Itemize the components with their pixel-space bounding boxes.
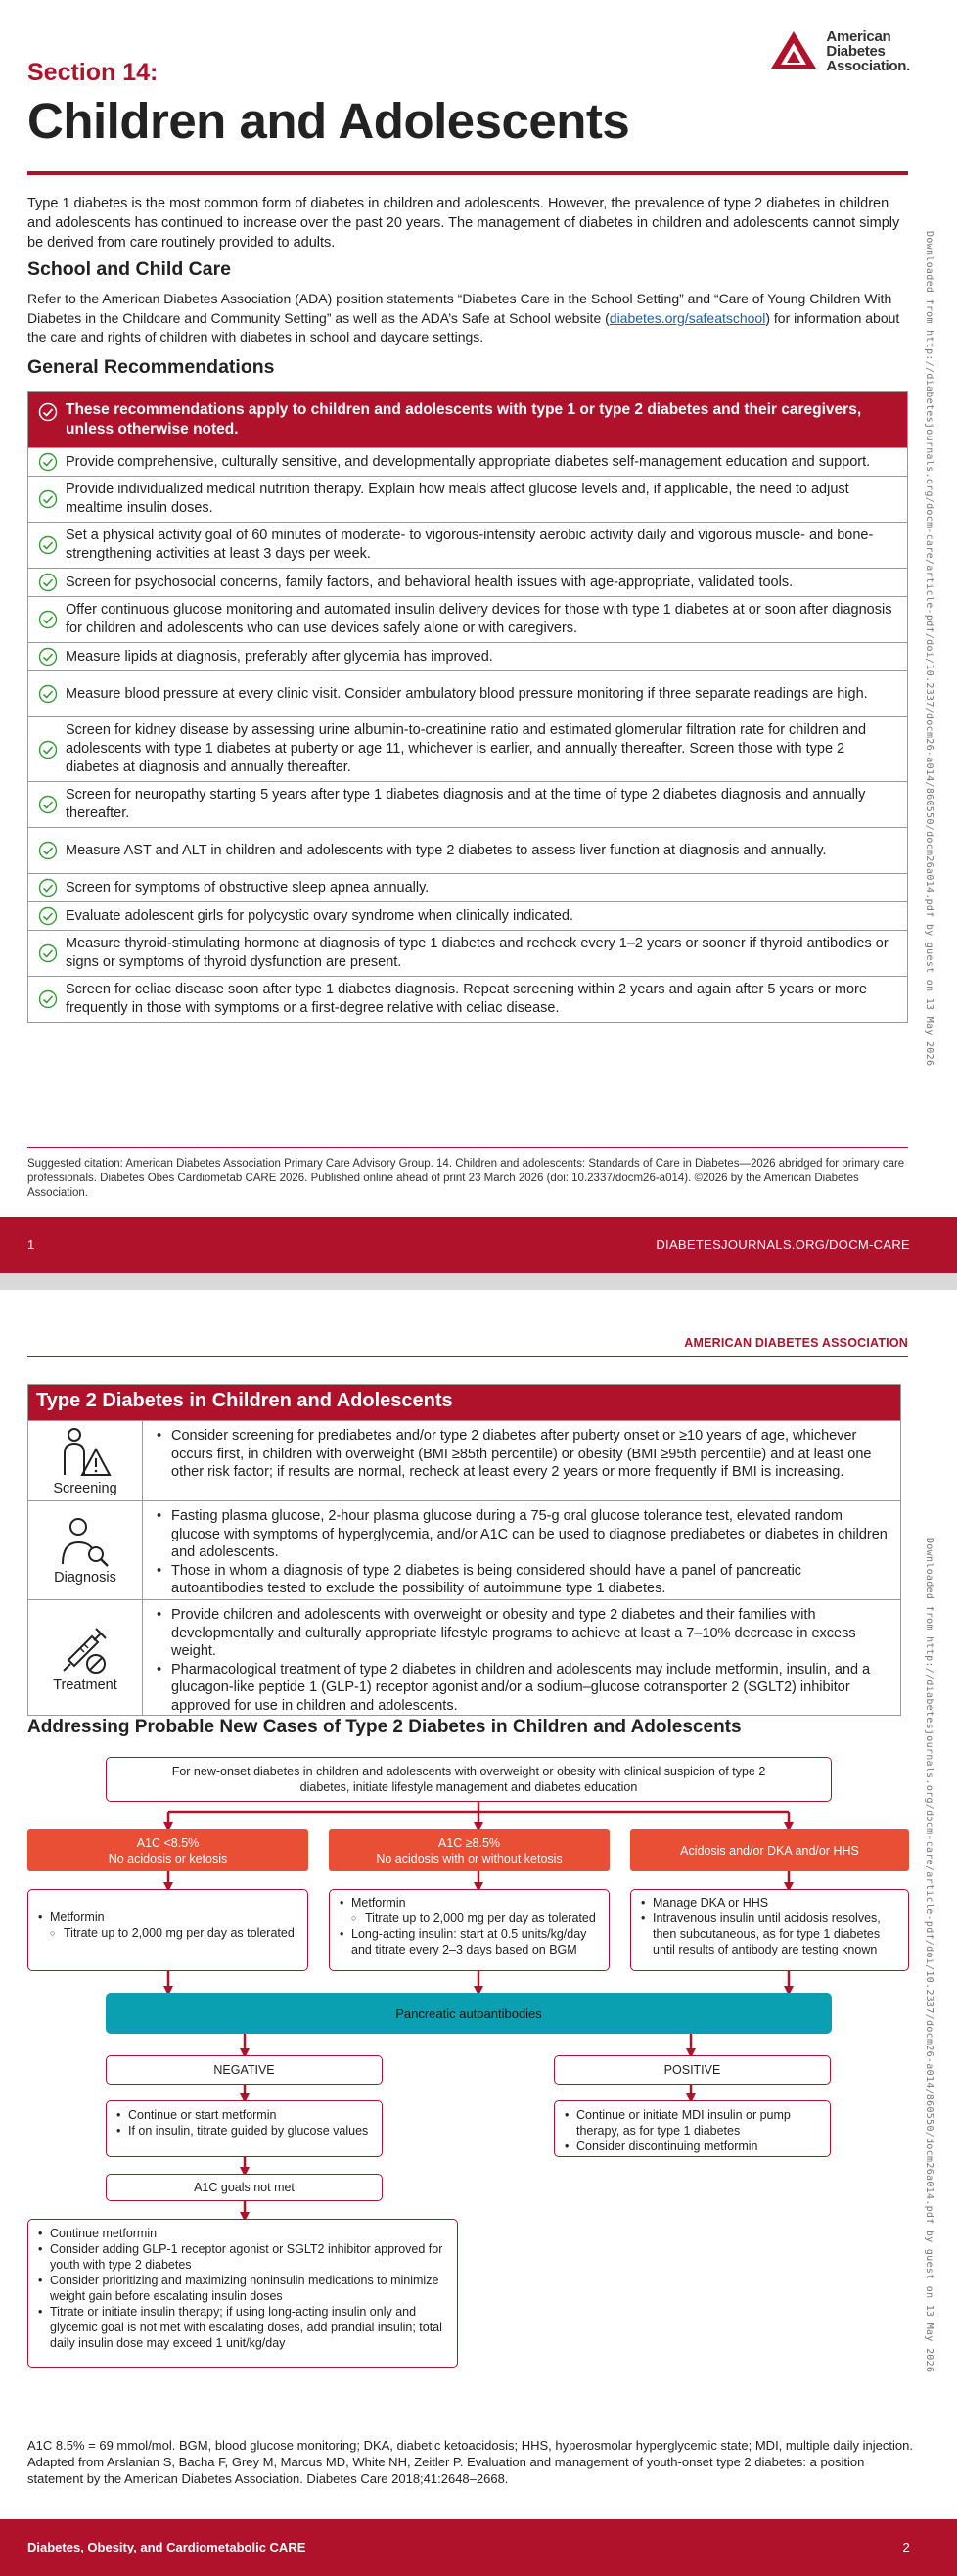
check-circle-icon [38, 489, 58, 509]
recommendations-table [27, 391, 908, 1023]
recommendations-banner [28, 392, 907, 447]
running-header: AMERICAN DIABETES ASSOCIATION [684, 1336, 908, 1350]
school-text-after: ) for information about the care and rights of children with diabetes in school and daycare settings. [27, 309, 900, 345]
check-circle-icon [38, 841, 58, 860]
positive-treatment-box [554, 2100, 831, 2157]
page-number: 1 [27, 1237, 35, 1252]
screening-item: • Consider screening for prediabetes and/or type 2 diabetes after puberty onset or ≥10 years of age, whichever occurs first, in children with overweight (BMI ≥85th percentile) or obesity (BMI ≥95th percentile) and at least one other risk factor; if results are normal, recheck at least every 2 years or more frequently if BMI is increasing. [153, 1427, 890, 1482]
person-warning-icon [59, 1426, 112, 1479]
branch1-item: • Metformin [38, 1909, 299, 1925]
branch-a1c-low [27, 1829, 308, 1871]
recommendation-item [28, 873, 907, 901]
ada-triangle-logo-icon [769, 29, 818, 70]
recommendation-item [28, 642, 907, 670]
recommendation-text: Screen for neuropathy starting 5 years after type 1 diabetes diagnosis and at the time of type 2 diabetes diagnosis and annually thereafter. [66, 787, 866, 821]
diagnosis-row [28, 1500, 900, 1599]
positive-item: • Continue or initiate MDI insulin or pump therapy, as for type 1 diabetes [565, 2107, 822, 2139]
recommendations-heading: General Recommendations [27, 356, 275, 378]
treatment-item: • Provide children and adolescents with overweight or obesity and type 2 diabetes and their families with developmentally and culturally appropriate lifestyle programs to achieve at least a 7–10% decrease in excess weight. [153, 1606, 890, 1661]
download-watermark: Downloaded from http://diabetesjournals.org/docm-care/article-pdf/doi/10.2337/docm26-a014/860550/docm26a014.pdf by guest on 13 May 2026 [924, 231, 934, 1067]
screening-label: Screening [53, 1480, 117, 1496]
recommendation-item [28, 827, 907, 873]
header-divider [27, 1356, 908, 1357]
logo-line: Diabetes [826, 43, 886, 60]
recommendation-text: Screen for symptoms of obstructive sleep apnea annually. [66, 879, 430, 896]
recommendation-text: Screen for psychosocial concerns, family factors, and behavioral health issues with age-appropriate, validated tools. [66, 574, 794, 590]
check-circle-icon [38, 943, 58, 963]
recommendation-text: Provide comprehensive, culturally sensitive, and developmentally appropriate diabetes self-management education and support. [66, 453, 871, 470]
page-footer [0, 1217, 957, 1273]
not-met-item: • Titrate or initiate insulin therapy; if using long-acting insulin only and glycemic goal is not met with escalating doses, add prandial insulin; total daily insulin dose may exceed 1 unit/kg/day [38, 2304, 449, 2351]
branch2-treatment-box [329, 1889, 610, 1971]
negative-box: NEGATIVE [106, 2055, 383, 2085]
positive-box: POSITIVE [554, 2055, 831, 2085]
negative-item: • If on insulin, titrate guided by glucose values [116, 2123, 374, 2139]
branch-line: A1C <8.5% [136, 1835, 200, 1850]
diagnosis-item: • Those in whom a diagnosis of type 2 diabetes is being considered should have a panel of pancreatic autoantibodies tested to exclude the possibility of autoimmune type 1 diabetes. [153, 1562, 890, 1598]
positive-item: • Consider discontinuing metformin [565, 2139, 822, 2154]
ada-logo [769, 29, 910, 73]
recommendation-item [28, 568, 907, 596]
recommendation-text: Measure blood pressure at every clinic visit. Consider ambulatory blood pressure monitoring if three separate readings are high. [66, 685, 868, 702]
check-circle-icon [38, 795, 58, 814]
branch-a1c-high [329, 1829, 610, 1871]
footer-url[interactable]: DIABETESJOURNALS.ORG/DOCM-CARE [656, 1237, 910, 1252]
recommendation-item [28, 447, 907, 476]
page-title: Children and Adolescents [27, 93, 630, 149]
flowchart-title: Addressing Probable New Cases of Type 2 Diabetes in Children and Adolescents [27, 1717, 742, 1737]
pancreatic-autoantibodies-box: Pancreatic autoantibodies [106, 1993, 832, 2034]
treatment-label: Treatment [53, 1677, 117, 1693]
recommendation-item [28, 670, 907, 716]
negative-treatment-box [106, 2100, 383, 2157]
diagnosis-label: Diagnosis [54, 1570, 116, 1586]
school-text-before: Refer to the American Diabetes Association (ADA) position statements “Diabetes Care in the School Setting” and “Care of Young Children With Diabetes in the Childcare and Community Setting” as well as the ADA’s Safe at School website ( [27, 291, 892, 326]
not-met-item: • Continue metformin [38, 2226, 449, 2241]
recommendation-text: Offer continuous glucose monitoring and automated insulin delivery devices for those with type 1 diabetes at or soon after diagnosis for children and adolescents who can use devices safely alone or with caregivers. [66, 602, 892, 636]
logo-line: Association. [826, 58, 910, 74]
check-circle-icon [38, 906, 58, 926]
treatment-row [28, 1599, 900, 1715]
recommendation-text: Measure lipids at diagnosis, preferably after glycemia has improved. [66, 648, 493, 665]
check-circle-icon [38, 647, 58, 667]
banner-text: These recommendations apply to children and adolescents with type 1 or type 2 diabetes and their caregivers, unless otherwise noted. [66, 401, 862, 437]
recommendation-text: Set a physical activity goal of 60 minutes of moderate- to vigorous-intensity aerobic activity daily and vigorous muscle- and bone-strengthening activities at least 3 days per week. [66, 528, 874, 562]
citation-divider [27, 1147, 908, 1148]
branch-line: No acidosis or ketosis [108, 1851, 228, 1865]
type2-summary-table [27, 1384, 901, 1716]
recommendation-item [28, 716, 907, 781]
school-paragraph [27, 290, 913, 347]
check-circle-icon [38, 740, 58, 759]
recommendation-text: Provide individualized medical nutrition therapy. Explain how meals affect glucose levels and, if applicable, the need to adjust mealtime insulin doses. [66, 482, 849, 516]
branch1-treatment-box [27, 1889, 308, 1971]
check-circle-icon [38, 452, 58, 472]
syringe-pill-icon [59, 1623, 112, 1676]
recommendation-text: Measure thyroid-stimulating hormone at diagnosis of type 1 diabetes and recheck every 1–2 years or sooner if thyroid antibodies or signs or symptoms of thyroid dysfunction are present. [66, 936, 889, 970]
branch2-subitem: ○ Titrate up to 2,000 mg per day as tolerated [340, 1910, 601, 1926]
check-circle-icon [38, 535, 58, 555]
not-met-treatment-box [27, 2219, 458, 2368]
abbreviations-note: A1C 8.5% = 69 mmol/mol. BGM, blood glucose monitoring; DKA, diabetic ketoacidosis; HHS, hyperosmolar hyperglycemic state; MDI, multiple daily injection. Adapted from Arslanian S, Bacha F, Grey M, Marcus MD, White NH, Zeitler P. Evaluation and management of youth-onset type 2 diabetes: a position statement by the American Diabetes Association. Diabetes Care 2018;41:2648–2668. [27, 2438, 913, 2486]
check-circle-icon [38, 610, 58, 629]
page-footer [0, 2519, 957, 2576]
branch3-item: • Manage DKA or HHS [641, 1895, 900, 1910]
school-heading: School and Child Care [27, 258, 232, 280]
journal-name: Diabetes, Obesity, and Cardiometabolic CARE [27, 2540, 306, 2554]
logo-line: American [826, 28, 891, 45]
page-1 [0, 0, 957, 1273]
branch-line: No acidosis with or without ketosis [376, 1851, 563, 1865]
check-circle-icon [38, 989, 58, 1009]
screening-row [28, 1420, 900, 1500]
recommendation-item [28, 596, 907, 642]
recommendation-text: Evaluate adolescent girls for polycystic ovary syndrome when clinically indicated. [66, 907, 574, 924]
suggested-citation: Suggested citation: American Diabetes Association Primary Care Advisory Group. 14. Children and adolescents: Standards of Care in Diabetes—2026 abridged for primary care professionals. Diabetes Obes Cardiometab CARE 2026. Published online ahead of print 23 March 2026 (doi: 10.2337/docm26-a014). ©2026 by the American Diabetes Association. [27, 1158, 905, 1199]
recommendation-text: Screen for celiac disease soon after type 1 diabetes diagnosis. Repeat screening within 2 years and again after 5 years or more frequently in those with symptoms or a first-degree relative with celiac disease. [66, 982, 867, 1016]
branch2-item: • Metformin [340, 1895, 601, 1910]
branch1-subitem: ○ Titrate up to 2,000 mg per day as tolerated [38, 1925, 299, 1941]
not-met-item: • Consider prioritizing and maximizing noninsulin medications to minimize weight gain before escalating insulin doses [38, 2273, 449, 2304]
branch-line: Acidosis and/or DKA and/or HHS [680, 1843, 859, 1858]
check-circle-icon [38, 684, 58, 704]
negative-item: • Continue or start metformin [116, 2107, 374, 2123]
branch-line: A1C ≥8.5% [437, 1835, 501, 1850]
recommendation-item [28, 781, 907, 827]
check-circle-icon [38, 878, 58, 897]
intro-paragraph: Type 1 diabetes is the most common form of diabetes in children and adolescents. However, the prevalence of type 2 diabetes in children and adolescents has continued to increase over the past 20 years. The management of diabetes in children and adolescents cannot simply be derived from care routinely provided to adults. [27, 196, 900, 251]
section-label: Section 14: [27, 59, 159, 86]
recommendation-text: Measure AST and ALT in children and adolescents with type 2 diabetes to assess liver function at diagnosis and annually. [66, 842, 827, 858]
branch3-item: • Intravenous insulin until acidosis resolves, then subcutaneous, as for type 1 diabetes until results of antibody are testing known [641, 1910, 900, 1957]
treatment-item: • Pharmacological treatment of type 2 diabetes in children and adolescents may include metformin, insulin, and a glucagon-like peptide 1 (GLP-1) receptor agonist and/or a sodium–glucose cotransporter 2 (SGLT2) inhibitor approved for use in children and adolescents. [153, 1661, 890, 1716]
page-number: 2 [902, 2540, 910, 2554]
download-watermark: Downloaded from http://diabetesjournals.org/docm-care/article-pdf/doi/10.2337/docm26-a014/860550/docm26a014.pdf by guest on 13 May 2026 [924, 1538, 934, 2373]
recommendation-text: Screen for kidney disease by assessing urine albumin-to-creatinine ratio and estimated glomerular filtration rate for children and adolescents with type 1 diabetes at puberty or age 11, whichever is earlier, and annually thereafter. Screen those with type 2 diabetes at diagnosis and annually thereafter. [66, 722, 867, 775]
recommendation-item [28, 976, 907, 1022]
branch3-treatment-box [630, 1889, 909, 1971]
check-circle-icon [38, 573, 58, 592]
person-search-icon [59, 1515, 112, 1568]
branch-acidosis [630, 1829, 909, 1871]
recommendation-item [28, 930, 907, 976]
page-2 [0, 1290, 957, 2576]
diagnosis-item: • Fasting plasma glucose, 2-hour plasma glucose during a 75-g oral glucose tolerance test, elevated random glucose with symptoms of hyperglycemia, and/or A1C can be used to diagnose prediabetes or diabetes in children and adolescents. [153, 1507, 890, 1562]
not-met-item: • Consider adding GLP-1 receptor agonist or SGLT2 inhibitor approved for youth with type 2 diabetes [38, 2241, 449, 2273]
safe-at-school-link[interactable]: diabetes.org/safeatschool [609, 309, 766, 326]
check-circle-icon [38, 402, 58, 422]
branch2-item: • Long-acting insulin: start at 0.5 units/kg/day and titrate every 2–3 days based on BGM [340, 1926, 601, 1957]
recommendation-item [28, 476, 907, 522]
a1c-goals-not-met-box: A1C goals not met [106, 2174, 383, 2201]
type2-table-title: Type 2 Diabetes in Children and Adolescents [28, 1385, 900, 1420]
flowchart-start-box: For new-onset diabetes in children and adolescents with overweight or obesity with clinical suspicion of type 2 diabetes, initiate lifestyle management and diabetes education [106, 1757, 832, 1802]
recommendation-item [28, 522, 907, 568]
recommendation-item [28, 901, 907, 930]
title-divider [27, 171, 908, 175]
